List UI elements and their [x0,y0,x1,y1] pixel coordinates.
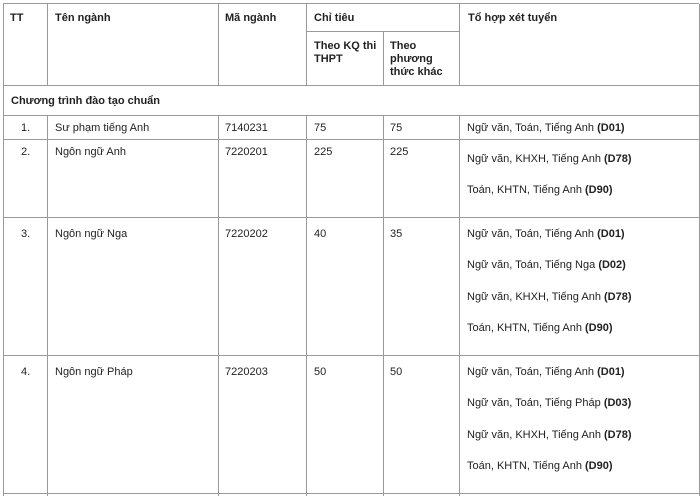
table-row-name-cell [48,116,219,140]
combo-item: Toán, KHTN, Tiếng Anh (D90) [467,460,613,472]
table-row-name-cell [48,140,219,218]
section-row [4,86,700,116]
combo-item: Ngữ văn, KHXH, Tiếng Anh (D78) [467,429,632,441]
table-row-code-cell [219,218,307,356]
header-chi-tieu-cell [307,4,460,32]
table-row-code-cell [219,116,307,140]
combo-item: Ngữ văn, Toán, Tiếng Nga (D02) [467,259,626,271]
row-name: Ngôn ngữ Nga [55,228,128,240]
table-row-name-cell [48,356,219,494]
header-to-hop-cell [460,4,700,86]
table-row-code-cell [219,140,307,218]
row-kq: 75 [314,122,327,134]
header-theo-pt: Theo phương thức khác [390,40,443,78]
header-tt: TT [10,12,24,24]
row-code: 7220201 [225,146,268,158]
admission-table [3,3,699,496]
row-code: 7140231 [225,122,268,134]
header-to-hop: Tổ hợp xét tuyển [468,12,558,24]
header-ma-nganh-cell [219,4,307,86]
header-theo-kq: Theo KQ thi THPT [314,40,377,65]
table-row-code-cell [219,356,307,494]
combo-item: Ngữ văn, KHXH, Tiếng Anh (D78) [467,153,632,165]
table-row-other-cell [384,356,460,494]
combo-item: Toán, KHTN, Tiếng Anh (D90) [467,184,613,196]
row-name: Ngôn ngữ Pháp [55,366,133,378]
row-other: 35 [390,228,403,240]
table-row-combo-cell [460,218,700,356]
row-other: 50 [390,366,403,378]
row-code: 7220202 [225,228,268,240]
combo-item: Ngữ văn, Toán, Tiếng Anh (D01) [467,122,625,134]
row-code: 7220203 [225,366,268,378]
header-ten-nganh-cell [48,4,219,86]
table-row-kq-cell [307,140,384,218]
combo-item: Toán, KHTN, Tiếng Anh (D90) [467,322,613,334]
row-other: 75 [390,122,403,134]
row-tt: 1. [21,122,31,134]
table-row-other-cell [384,218,460,356]
row-tt: 2. [21,146,31,158]
row-kq: 225 [314,146,333,158]
combo-item: Ngữ văn, Toán, Tiếng Anh (D01) [467,366,625,378]
header-ten-nganh: Tên ngành [55,12,111,24]
table-row-name-cell [48,218,219,356]
header-chi-tieu: Chỉ tiêu [314,12,355,24]
table-row-kq-cell [307,116,384,140]
section-title: Chương trình đào tạo chuẩn [11,95,160,107]
row-kq: 50 [314,366,327,378]
combo-item: Ngữ văn, KHXH, Tiếng Anh (D78) [467,291,632,303]
table-row-other-cell [384,140,460,218]
header-ma-nganh: Mã ngành [225,12,277,24]
row-name: Sư phạm tiếng Anh [55,122,150,134]
table-row [4,218,48,356]
table-row-combo-cell [460,356,700,494]
row-tt: 4. [21,366,31,378]
row-tt: 3. [21,228,31,240]
header-tt-cell [4,4,48,86]
row-other: 225 [390,146,409,158]
table-row-combo-cell [460,116,700,140]
table-row [4,356,48,494]
table-row-other-cell [384,116,460,140]
header-theo-pt-cell [384,32,460,86]
table-row-kq-cell [307,356,384,494]
table-row [4,116,48,140]
row-kq: 40 [314,228,327,240]
combo-item: Ngữ văn, Toán, Tiếng Anh (D01) [467,228,625,240]
table-row-kq-cell [307,218,384,356]
row-name: Ngôn ngữ Anh [55,146,126,158]
combo-item: Ngữ văn, Toán, Tiếng Pháp (D03) [467,397,632,409]
table-row [4,140,48,218]
header-theo-kq-cell [307,32,384,86]
table-row-combo-cell [460,140,700,218]
